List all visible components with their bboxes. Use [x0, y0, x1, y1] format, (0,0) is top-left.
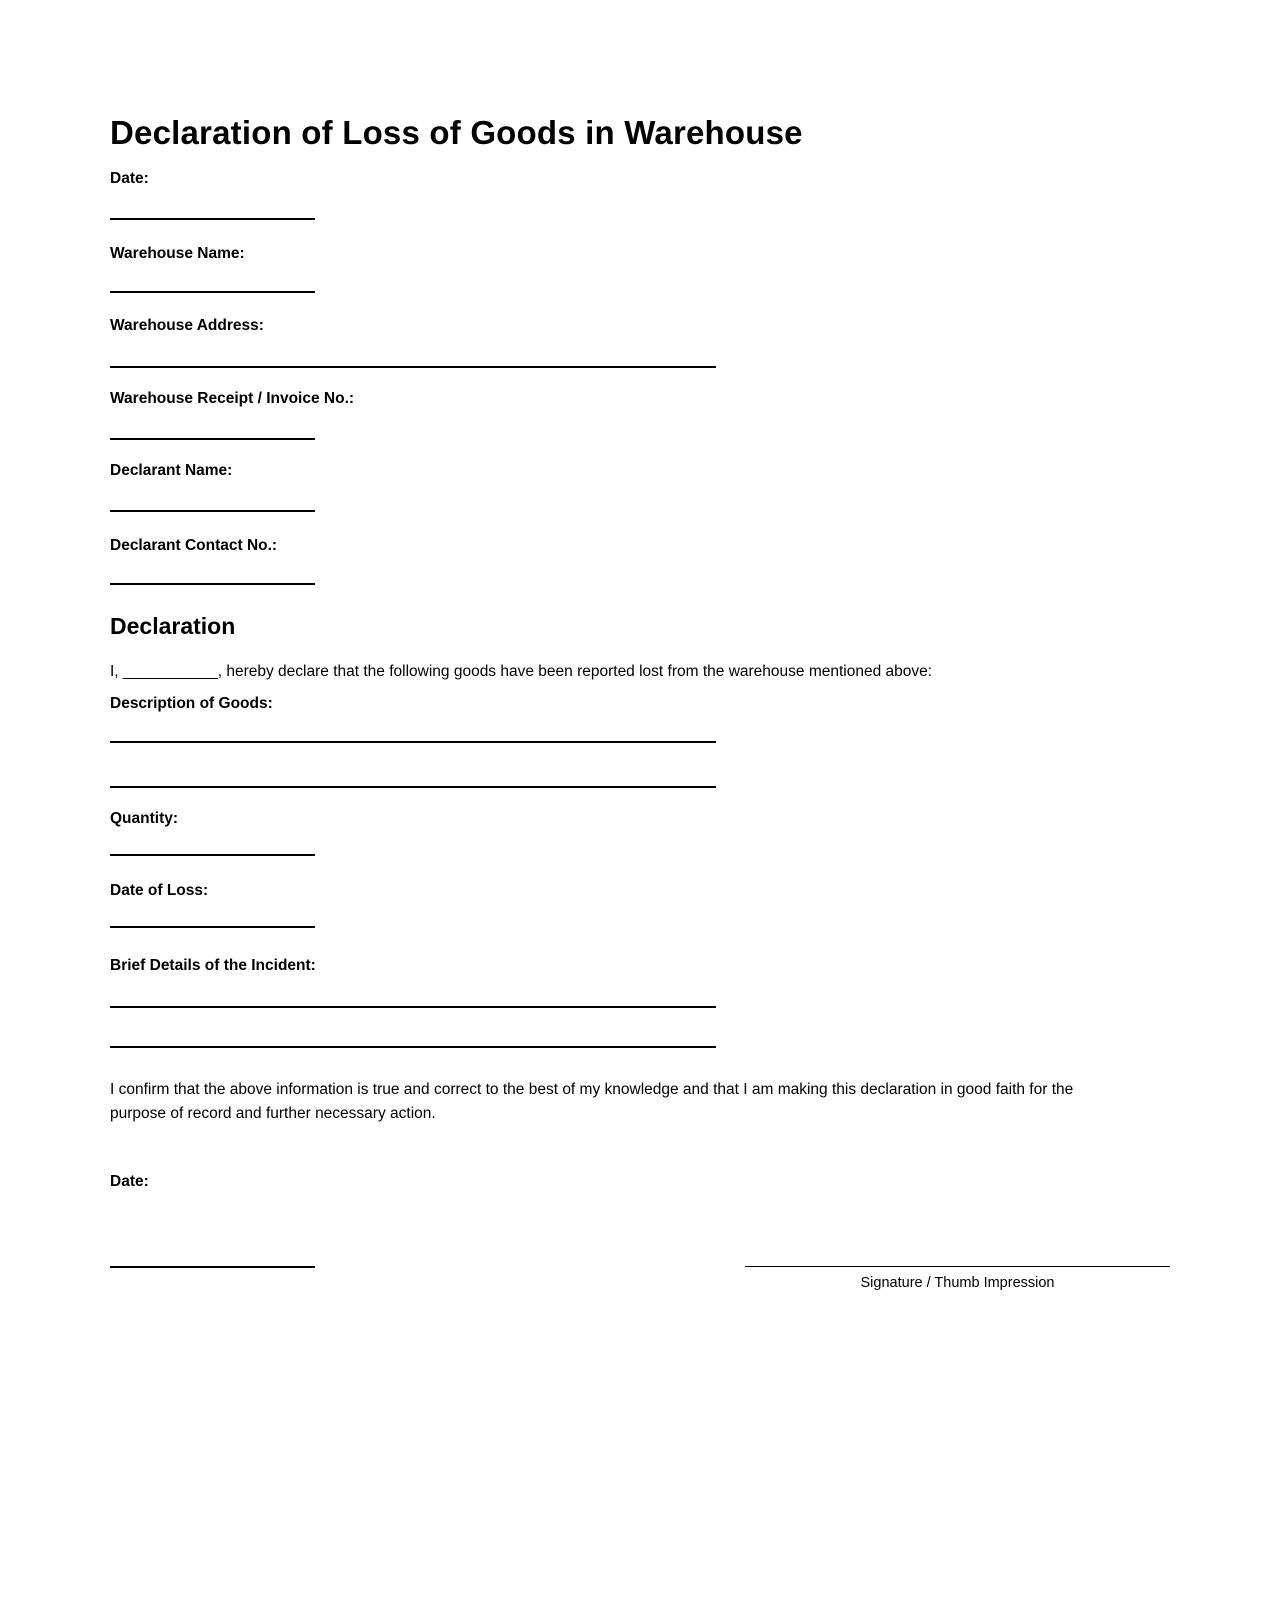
- footer-row: [110, 1266, 1170, 1292]
- field-line-description-of-goods-1: [110, 741, 716, 743]
- field-label-warehouse-name: Warehouse Name:: [110, 245, 245, 262]
- footer-date-line: [110, 1266, 315, 1268]
- field-label-description-of-goods: Description of Goods:: [110, 695, 273, 712]
- declaration-intro-text: I, ___________, hereby declare that the following goods have been reported lost from the warehouse mentioned above:: [110, 663, 933, 680]
- field-line-declarant-name: [110, 510, 315, 512]
- field-label-receipt-invoice-no: Warehouse Receipt / Invoice No.:: [110, 390, 355, 407]
- field-label-warehouse-address: Warehouse Address:: [110, 317, 264, 334]
- confirmation-text: I confirm that the above information is true and correct to the best of my knowledge and that I am making this declaration in good faith for the purpose of record and further necessary action.: [110, 1081, 1074, 1122]
- field-label-declarant-name: Declarant Name:: [110, 462, 233, 479]
- field-label-declarant-contact-no: Declarant Contact No.:: [110, 537, 278, 554]
- signature-line: [745, 1266, 1170, 1267]
- field-line-description-of-goods-2: [110, 786, 716, 788]
- field-line-date: [110, 218, 315, 220]
- field-line-brief-details-incident-1: [110, 1006, 716, 1008]
- field-line-quantity: [110, 854, 315, 856]
- section-heading-declaration: Declaration: [110, 613, 236, 639]
- field-line-warehouse-address: [110, 366, 716, 368]
- footer-date-label: Date:: [110, 1173, 149, 1190]
- document-content: [110, 0, 1170, 1292]
- field-label-quantity: Quantity:: [110, 810, 179, 827]
- field-line-brief-details-incident-2: [110, 1046, 716, 1048]
- field-line-warehouse-name: [110, 291, 315, 293]
- field-label-brief-details-incident: Brief Details of the Incident:: [110, 957, 316, 974]
- field-label-date-of-loss: Date of Loss:: [110, 882, 209, 899]
- field-line-date-of-loss: [110, 926, 315, 928]
- field-line-receipt-invoice-no: [110, 438, 315, 440]
- field-line-declarant-contact-no: [110, 583, 315, 585]
- signature-block: [745, 1266, 1170, 1292]
- signature-caption: Signature / Thumb Impression: [860, 1275, 1055, 1291]
- field-label-date: Date:: [110, 170, 149, 187]
- document-title: Declaration of Loss of Goods in Warehouse: [110, 114, 803, 151]
